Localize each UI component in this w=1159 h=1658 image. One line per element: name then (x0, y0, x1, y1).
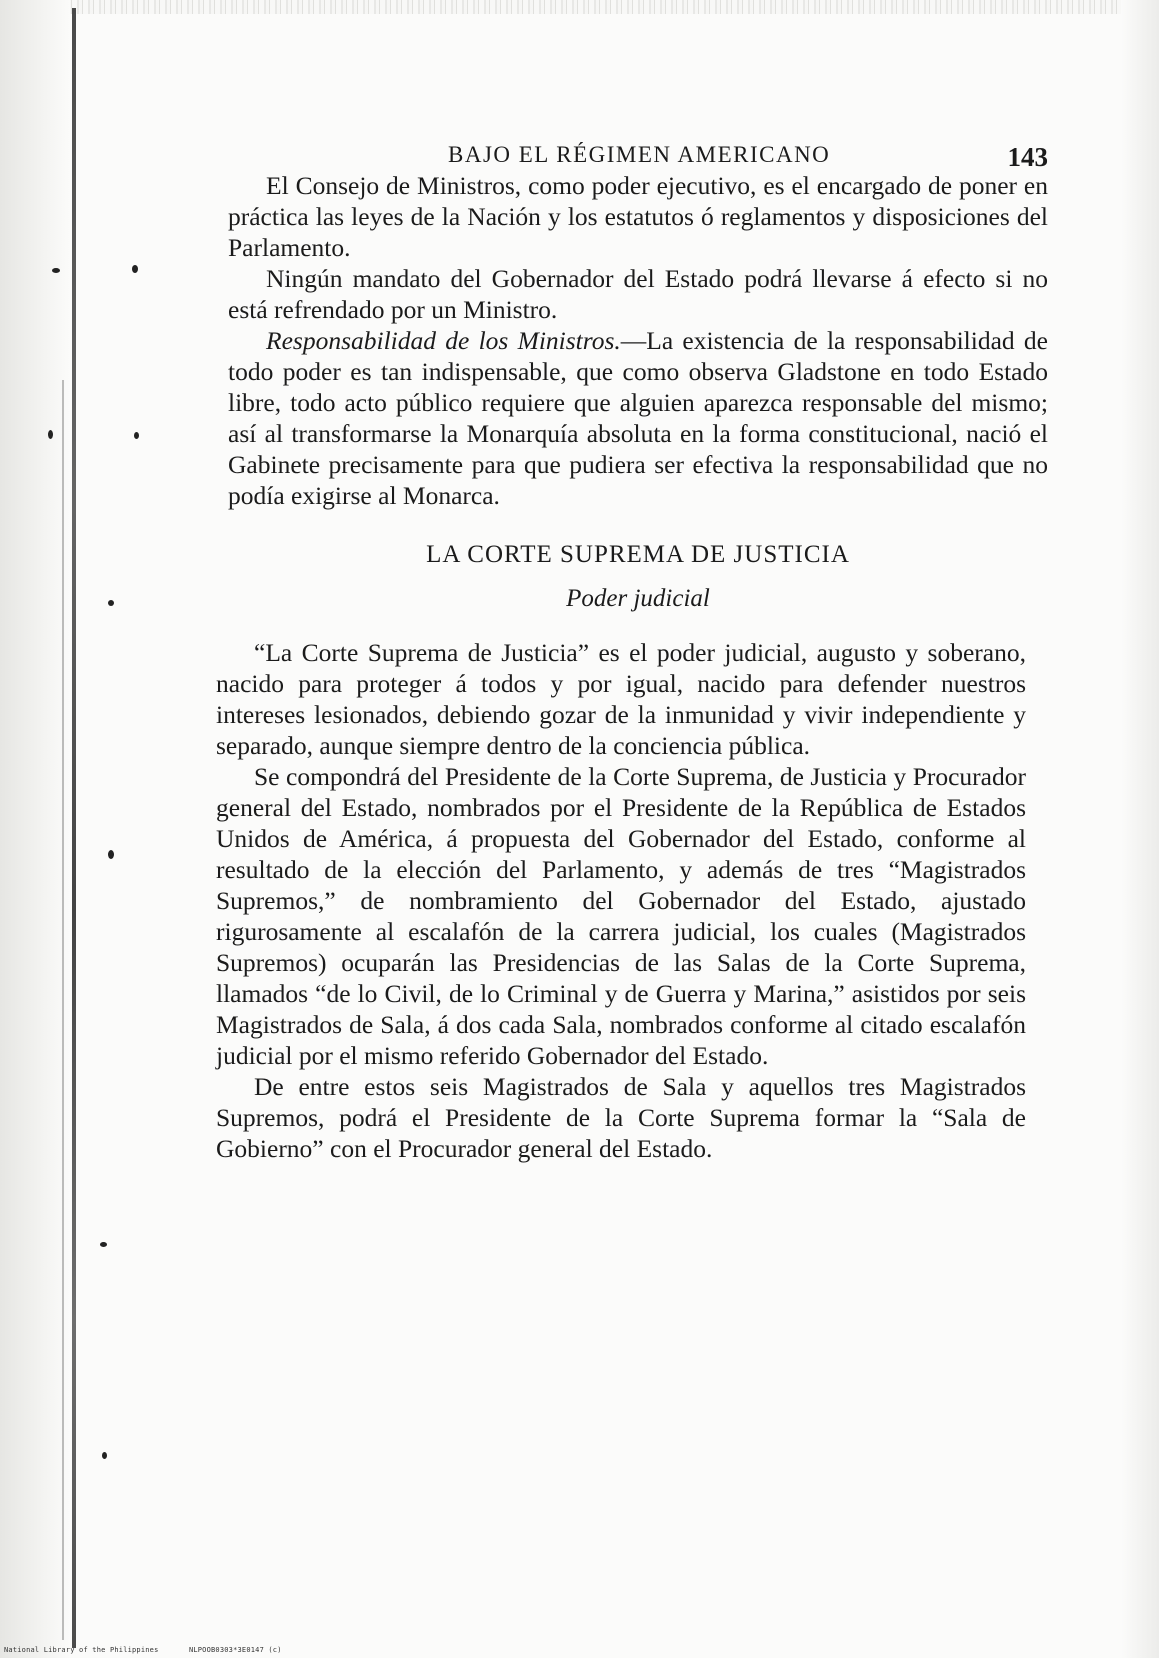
scan-right-edge (1121, 0, 1159, 1658)
scan-speck (52, 268, 60, 273)
book-spine-edge (72, 8, 76, 1648)
scan-footer (4, 1646, 308, 1654)
paragraph-consejo: El Consejo de Ministros, como poder ejecutivo, es el encargado de poner en práctica las leyes de la Nación y los estatutos ó reglamentos y disposiciones del Parlamento. (228, 171, 1048, 262)
page-number: 143 (1007, 142, 1048, 172)
paragraph-lead-italic: Responsabilidad de los Ministros. (266, 326, 621, 355)
section-body (216, 637, 1026, 1164)
paragraph-responsabilidad (228, 325, 1048, 511)
scan-top-edge (0, 0, 1159, 14)
paragraph-corte-suprema: “La Corte Suprema de Justicia” es el poder judicial, augusto y soberano, nacido para proteger á todos y por igual, nacido para defender nuestros intereses lesionados, debiendo gozar de la inmunidad y vivir independiente y separado, aunque siempre dentro de la conciencia pública. (216, 638, 1026, 760)
scan-gutter-shadow (0, 0, 70, 1658)
scan-speck (102, 1452, 107, 1459)
scan-speck (108, 600, 114, 606)
paragraph-composicion: Se compondrá del Presidente de la Corte Suprema, de Justicia y Procurador general del Estado, nombrados por el Presidente de la República de Estados Unidos de América, á propuesta del Gobernador del Estado, conforme al resultado de la elección del Parlamento, y además de tres “Magistrados Supremos,” de nombramiento del Gobernador del Estado, ajustado rigurosamente al escalafón de la carrera judicial, los cuales (Magistrados Supremos) ocuparán las Presidencias de las Salas de la Corte Suprema, llamados “de lo Civil, de lo Criminal y de Guerra y Marina,” asistidos por seis Magistrados de Sala, á dos cada Sala, nombrados conforme al citado escalafón judicial por el mismo referido Gobernador del Estado. (216, 762, 1026, 1070)
footer-library: National Library of the Philippines (4, 1646, 159, 1654)
scan-speck (132, 265, 138, 273)
paragraph-responsabilidad-text: —La existencia de la responsabilidad de todo poder es tan indispensable, que como observa Gladstone en todo Estado libre, todo acto público requiere que alguien aparezca responsable del mismo; así al transformarse la Monarquía absoluta en la forma constitucional, nació el Gabinete precisamente para que pudiera ser efectiva la responsabilidad que no podía exigirse al Monarca. (228, 326, 1048, 510)
section-subtitle: Poder judicial (566, 585, 710, 612)
book-spine-shadow (62, 380, 64, 1640)
scan-speck (100, 1242, 107, 1247)
scan-speck (48, 430, 53, 439)
running-title: BAJO EL RÉGIMEN AMERICANO (448, 142, 831, 167)
paragraph-sala-gobierno: De entre estos seis Magistrados de Sala y aquellos tres Magistrados Supremos, podrá el Presidente de la Corte Suprema formar la “Sala de Gobierno” con el Procurador general del Estado. (216, 1072, 1026, 1163)
paragraph-mandato: Ningún mandato del Gobernador del Estado podrá llevarse á efecto si no está refrendado por un Ministro. (228, 264, 1048, 324)
scan-speck (134, 432, 139, 439)
scan-speck (108, 850, 114, 859)
running-head (228, 130, 1048, 170)
section-title: LA CORTE SUPREMA DE JUSTICIA (426, 541, 850, 568)
footer-code: NLPOOB0303*3E0147 (c) (188, 1646, 282, 1654)
book-page (216, 130, 1048, 1164)
